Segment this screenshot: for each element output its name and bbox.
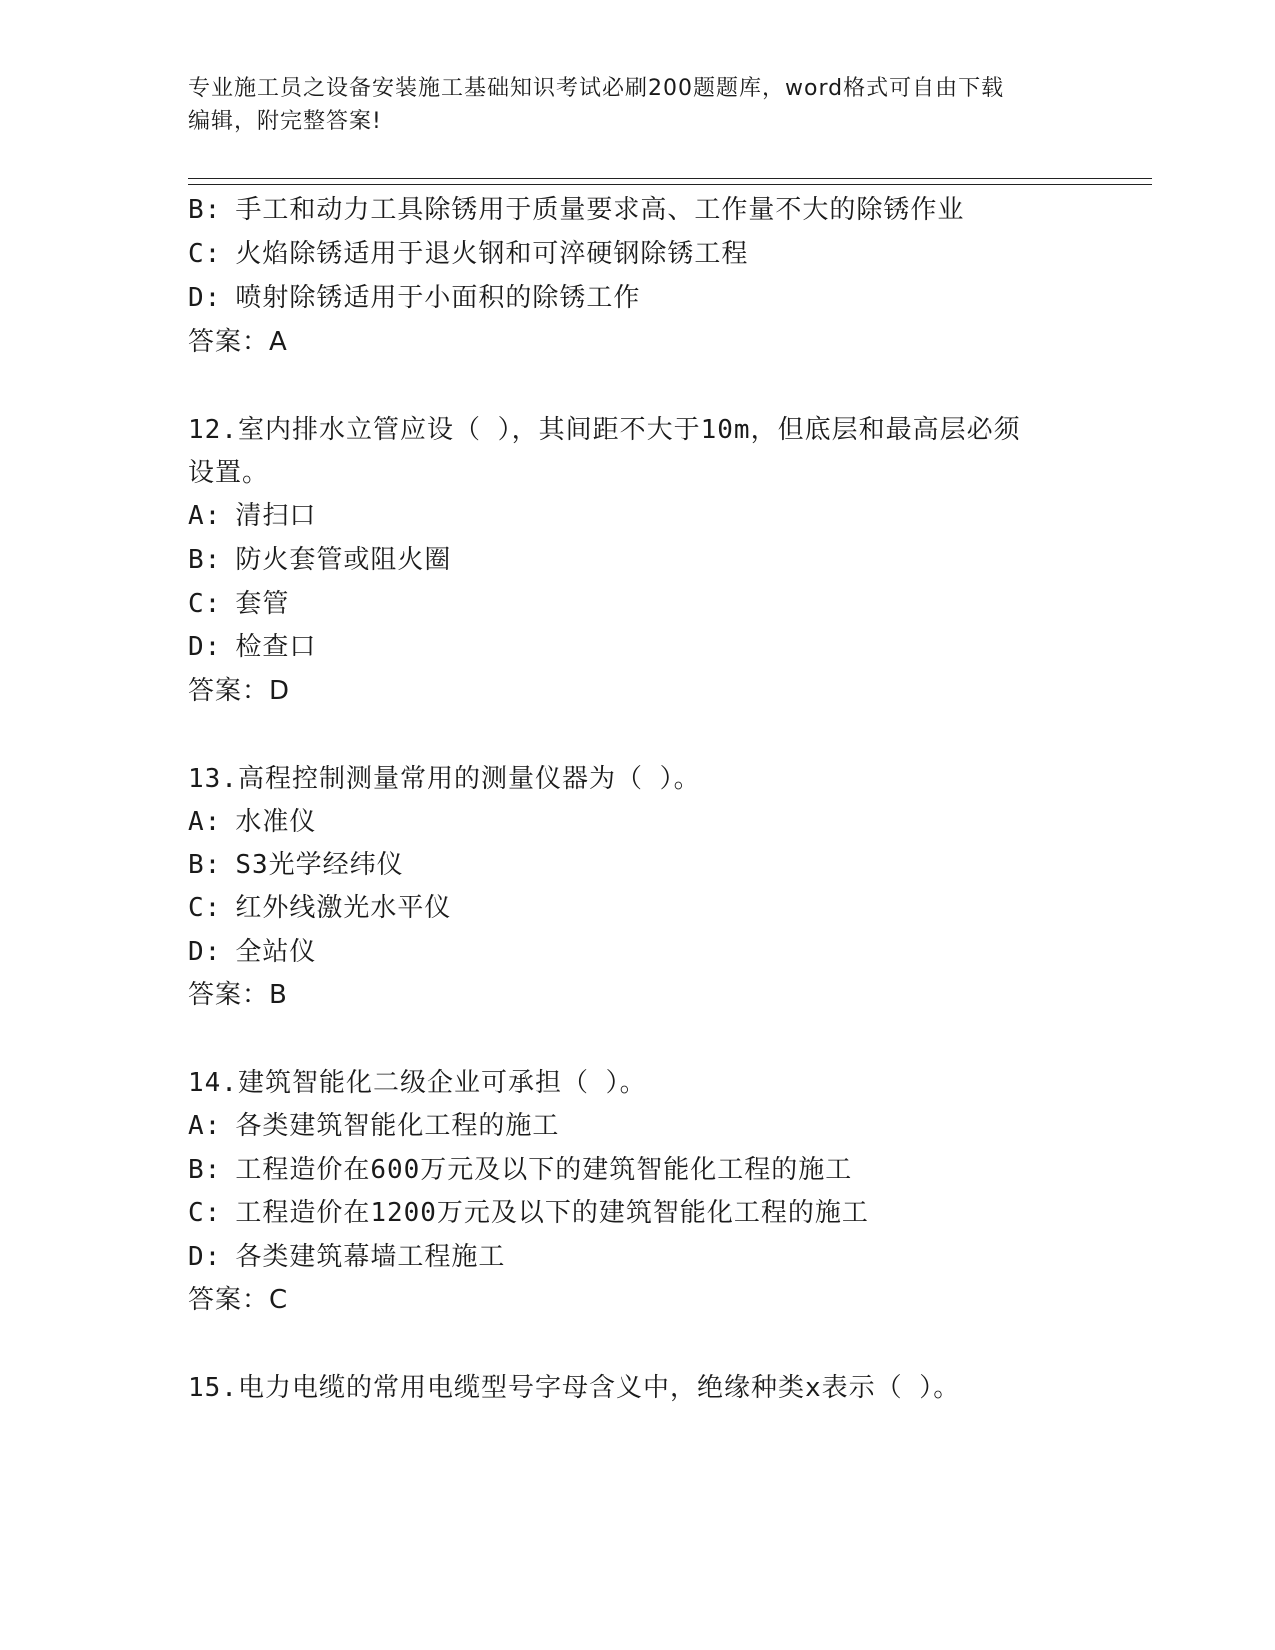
option-label: A: <box>188 1111 222 1141</box>
option-label: B: <box>188 545 222 575</box>
question-13-answer: 答案：B <box>188 980 288 1010</box>
option-text: 防火套管或阻火圈 <box>235 545 452 575</box>
question-14-stem: 14.建筑智能化二级企业可承担（ ）。 <box>188 1068 647 1098</box>
header-divider-bottom <box>188 184 1152 185</box>
question-13-option-a <box>188 802 1088 842</box>
document-header <box>188 72 1068 138</box>
question-12-stem-line-1: 12.室内排水立管应设（ ），其间距不大于10m，但底层和最高层必须 <box>188 415 1021 445</box>
question-14-option-c <box>188 1193 1088 1233</box>
option-text: 工程造价在600万元及以下的建筑智能化工程的施工 <box>235 1155 853 1185</box>
question-12-answer: 答案：D <box>188 676 291 706</box>
option-label: B: <box>188 1155 222 1185</box>
question-14-option-a <box>188 1106 1088 1146</box>
option-label: C: <box>188 1198 222 1228</box>
question-12-option-a <box>188 496 1088 536</box>
question-13-option-d <box>188 932 1088 972</box>
option-text: 水准仪 <box>235 807 317 837</box>
option-label: D: <box>188 1242 222 1272</box>
option-text: 全站仪 <box>235 937 317 967</box>
option-text: 工程造价在1200万元及以下的建筑智能化工程的施工 <box>235 1198 869 1228</box>
header-line-2: 编辑，附完整答案! <box>188 109 382 134</box>
option-label: C: <box>188 589 222 619</box>
option-text: 套管 <box>235 589 290 619</box>
prev-answer: 答案：A <box>188 327 288 357</box>
option-label: D: <box>188 937 222 967</box>
header-line-1: 专业施工员之设备安装施工基础知识考试必刷200题题库，word格式可自由下载 <box>188 76 1005 101</box>
question-12-option-b <box>188 540 1088 580</box>
option-text: 检查口 <box>235 632 317 662</box>
option-label: A: <box>188 807 222 837</box>
option-label: C: <box>188 893 222 923</box>
option-text: 红外线激光水平仪 <box>235 893 452 923</box>
question-12-stem-line-2: 设置。 <box>188 458 270 488</box>
question-13-option-c <box>188 888 1088 928</box>
question-13-stem: 13.高程控制测量常用的测量仪器为（ ）。 <box>188 764 701 794</box>
option-label: D: <box>188 632 222 662</box>
option-label: D: <box>188 283 222 313</box>
prev-option-d <box>188 278 1088 318</box>
option-label: C: <box>188 239 222 269</box>
option-label: B: <box>188 195 222 225</box>
option-label: B: <box>188 850 222 880</box>
question-12-option-c <box>188 584 1088 624</box>
prev-option-b <box>188 190 1088 230</box>
question-14-option-d <box>188 1237 1088 1277</box>
question-12-option-d <box>188 627 1088 667</box>
option-text: 清扫口 <box>235 501 317 531</box>
option-text: 火焰除锈适用于退火钢和可淬硬钢除锈工程 <box>235 239 749 269</box>
question-14-option-b <box>188 1150 1088 1190</box>
question-14-answer: 答案：C <box>188 1285 289 1315</box>
option-text: 各类建筑幕墙工程施工 <box>235 1242 506 1272</box>
option-text: S3光学经纬仪 <box>235 850 404 880</box>
option-text: 各类建筑智能化工程的施工 <box>235 1111 560 1141</box>
option-label: A: <box>188 501 222 531</box>
prev-option-c <box>188 234 1088 274</box>
option-text: 喷射除锈适用于小面积的除锈工作 <box>235 283 641 313</box>
question-13-option-b <box>188 845 1088 885</box>
question-15-stem: 15.电力电缆的常用电缆型号字母含义中，绝缘种类x表示（ ）。 <box>188 1373 961 1403</box>
option-text: 手工和动力工具除锈用于质量要求高、工作量不大的除锈作业 <box>235 195 965 225</box>
header-divider-top <box>188 178 1152 179</box>
